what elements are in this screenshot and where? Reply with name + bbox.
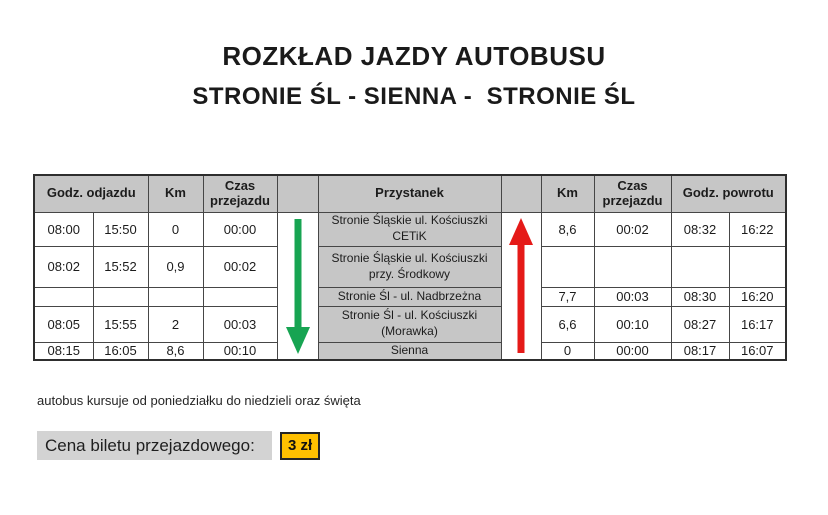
cell-return-afternoon: 16:07 — [729, 342, 786, 360]
cell-departure-afternoon: 15:52 — [93, 246, 148, 287]
green-down-arrow-icon — [285, 216, 311, 356]
header-row — [34, 175, 786, 212]
cell-km-outbound: 2 — [148, 306, 203, 342]
cell-travel-time-return: 00:03 — [594, 287, 671, 306]
page-subtitle: STRONIE ŚL - SIENNA - STRONIE ŚL — [192, 83, 636, 110]
cell-departure-afternoon: 15:55 — [93, 306, 148, 342]
cell-stop-name: Stronie Śl - ul. Kościuszki (Morawka) — [318, 306, 501, 342]
cell-km-outbound: 0 — [148, 212, 203, 246]
cell-stop-name: Sienna — [318, 342, 501, 360]
cell-km-outbound: 8,6 — [148, 342, 203, 360]
table-row — [34, 212, 786, 246]
cell-departure-afternoon: 16:05 — [93, 342, 148, 360]
cell-km-outbound — [148, 287, 203, 306]
cell-km-return — [541, 246, 594, 287]
table-row — [34, 306, 786, 342]
cell-km-return: 7,7 — [541, 287, 594, 306]
cell-travel-time-return: 00:02 — [594, 212, 671, 246]
cell-departure-morning: 08:02 — [34, 246, 93, 287]
cell-return-morning: 08:27 — [671, 306, 729, 342]
cell-departure-morning: 08:00 — [34, 212, 93, 246]
cell-return-morning: 08:30 — [671, 287, 729, 306]
header-return-time: Godz. powrotu — [671, 175, 786, 212]
header-travel-time-outbound: Czas przejazdu — [203, 175, 277, 212]
cell-travel-time-outbound: 00:00 — [203, 212, 277, 246]
header-travel-time-return: Czas przejazdu — [594, 175, 671, 212]
cell-travel-time-outbound: 00:03 — [203, 306, 277, 342]
timetable-page — [0, 41, 828, 455]
cell-travel-time-outbound: 00:10 — [203, 342, 277, 360]
cell-travel-time-return: 00:10 — [594, 306, 671, 342]
cell-return-afternoon: 16:17 — [729, 306, 786, 342]
cell-departure-morning — [34, 287, 93, 306]
cell-travel-time-return — [594, 246, 671, 287]
table-row — [34, 246, 786, 287]
header-km-return: Km — [541, 175, 594, 212]
cell-departure-afternoon — [93, 287, 148, 306]
cell-departure-morning: 08:05 — [34, 306, 93, 342]
bus-timetable-table — [33, 174, 787, 361]
header-departure-time: Godz. odjazdu — [34, 175, 148, 212]
cell-km-outbound: 0,9 — [148, 246, 203, 287]
header-return-arrow-spacer — [501, 175, 541, 212]
table-row — [34, 287, 786, 306]
cell-stop-name: Stronie Śląskie ul. Kościuszki CETiK — [318, 212, 501, 246]
cell-return-afternoon: 16:22 — [729, 212, 786, 246]
cell-travel-time-return: 00:00 — [594, 342, 671, 360]
ticket-price-value: 3 zł — [280, 432, 320, 460]
cell-return-morning: 08:17 — [671, 342, 729, 360]
cell-return-morning — [671, 246, 729, 287]
cell-travel-time-outbound: 00:02 — [203, 246, 277, 287]
table-row — [34, 342, 786, 360]
cell-stop-name: Stronie Śląskie ul. Kościuszki przy. Środkowy — [318, 246, 501, 287]
header-stop: Przystanek — [318, 175, 501, 212]
cell-return-afternoon — [729, 246, 786, 287]
cell-return-morning: 08:32 — [671, 212, 729, 246]
red-up-arrow-icon — [508, 216, 534, 356]
header-km-outbound: Km — [148, 175, 203, 212]
service-days-note: autobus kursuje od poniedziałku do niedzieli oraz święta — [37, 393, 361, 408]
cell-km-return: 0 — [541, 342, 594, 360]
page-title: ROZKŁAD JAZDY AUTOBUSU — [222, 41, 606, 71]
ticket-price-row — [37, 431, 320, 460]
return-direction-cell — [501, 212, 541, 360]
cell-km-return: 8,6 — [541, 212, 594, 246]
header-outbound-arrow-spacer — [277, 175, 318, 212]
cell-return-afternoon: 16:20 — [729, 287, 786, 306]
cell-departure-afternoon: 15:50 — [93, 212, 148, 246]
cell-km-return: 6,6 — [541, 306, 594, 342]
cell-departure-morning: 08:15 — [34, 342, 93, 360]
outbound-direction-cell — [277, 212, 318, 360]
cell-travel-time-outbound — [203, 287, 277, 306]
cell-stop-name: Stronie Śl - ul. Nadbrzeżna — [318, 287, 501, 306]
ticket-price-label: Cena biletu przejazdowego: — [37, 431, 272, 460]
